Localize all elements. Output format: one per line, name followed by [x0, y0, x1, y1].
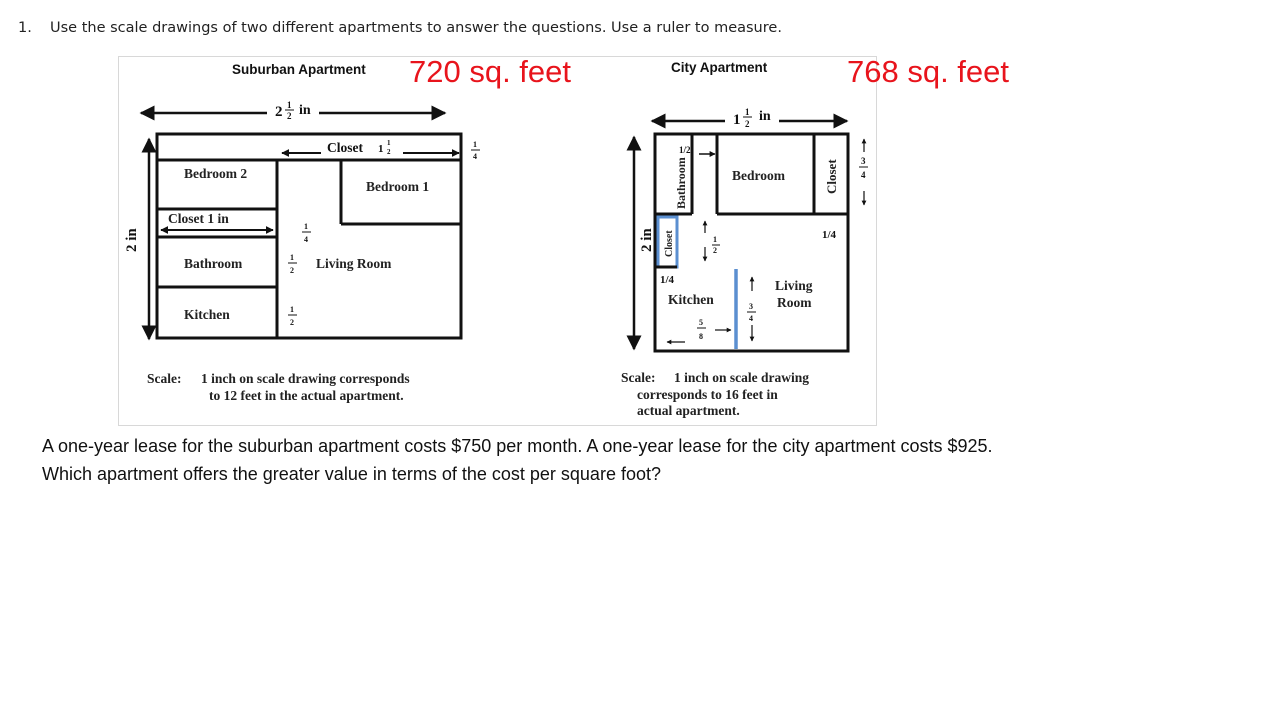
city-top-dim-num: 1 [745, 107, 750, 117]
suburban-living-room: Living Room [316, 256, 392, 271]
suburban-mid-frac-num: 1 [304, 222, 308, 231]
city-closet-left: Closet [664, 230, 675, 257]
suburban-closet-top-num: 1 [387, 139, 391, 147]
city-living-line2: Room [777, 295, 812, 310]
city-quarter-right: 1/4 [822, 229, 837, 241]
problem-line-2: Which apartment offers the greater value in terms of the cost per square foot? [42, 464, 661, 484]
city-area-answer: 768 sq. feet [847, 54, 1010, 89]
suburban-area-answer: 720 sq. feet [409, 54, 572, 89]
suburban-top-dim-den: 2 [287, 111, 292, 121]
city-kitchen-frac-num: 5 [699, 318, 703, 327]
suburban-bathroom: Bathroom [184, 256, 243, 271]
suburban-closet-top-label: Closet [327, 140, 363, 155]
city-center-frac-den: 4 [749, 314, 753, 323]
suburban-right-frac-num: 1 [473, 140, 477, 149]
suburban-top-dim-num: 1 [287, 100, 292, 110]
city-top-dim-unit: in [759, 109, 771, 124]
question-number: 1. [18, 20, 32, 36]
suburban-title: Suburban Apartment [232, 62, 366, 77]
suburban-kitchen-frac-den: 2 [290, 318, 294, 327]
city-side-dim: 2 in [639, 228, 655, 252]
city-scale-line1: 1 inch on scale drawing [674, 370, 810, 385]
city-top-dim-den: 2 [745, 119, 750, 129]
city-scale-label: Scale: [621, 370, 656, 385]
city-closet-right: Closet [824, 159, 839, 194]
city-right-frac-num: 3 [861, 156, 866, 166]
suburban-kitchen-frac-num: 1 [290, 305, 294, 314]
city-closet-frac-num: 1 [713, 235, 717, 244]
suburban-bedroom2: Bedroom 2 [184, 166, 248, 181]
problem-line-1: A one-year lease for the suburban apartment costs $750 per month. A one-year lease for the city apartment costs $925. [42, 436, 993, 456]
city-top-dim-whole: 1 [733, 112, 741, 128]
suburban-bedroom1: Bedroom 1 [366, 179, 430, 194]
city-title: City Apartment [671, 60, 768, 75]
city-right-frac-den: 4 [861, 170, 866, 180]
suburban-closet-top-whole: 1 [378, 143, 384, 155]
suburban-mid-frac-den: 4 [304, 235, 308, 244]
city-scale-line2: corresponds to 16 feet in [637, 387, 778, 402]
city-scale-line3: actual apartment. [637, 403, 740, 418]
question-instructions: Use the scale drawings of two different apartments to answer the questions. Use a ruler to measure. [50, 20, 782, 36]
suburban-top-dim-unit: in [299, 103, 311, 118]
suburban-bath-frac-num: 1 [290, 253, 294, 262]
suburban-closet-top-den: 2 [387, 148, 391, 156]
floor-plans-drawing [119, 57, 876, 425]
suburban-scale-line1: 1 inch on scale drawing corresponds [201, 371, 410, 386]
suburban-top-dim-whole: 2 [275, 104, 283, 120]
city-closet-frac-den: 2 [713, 246, 717, 255]
city-kitchen-frac-den: 8 [699, 332, 703, 341]
suburban-bath-frac-den: 2 [290, 266, 294, 275]
floor-plans-figure [118, 56, 877, 426]
city-center-frac-num: 3 [749, 302, 753, 311]
suburban-right-frac-den: 4 [473, 152, 477, 161]
suburban-scale-line2: to 12 feet in the actual apartment. [209, 388, 404, 403]
suburban-closet-left-label: Closet 1 in [168, 211, 229, 226]
suburban-scale-label: Scale: [147, 371, 182, 386]
city-living-line1: Living [775, 278, 813, 293]
city-kitchen: Kitchen [668, 292, 714, 307]
city-bath-frac: 1/2 [679, 145, 691, 155]
suburban-side-dim: 2 in [124, 228, 140, 252]
suburban-kitchen: Kitchen [184, 307, 230, 322]
city-quarter-left: 1/4 [660, 274, 675, 286]
city-bathroom: Bathroom [674, 157, 688, 209]
city-bedroom: Bedroom [732, 168, 785, 183]
